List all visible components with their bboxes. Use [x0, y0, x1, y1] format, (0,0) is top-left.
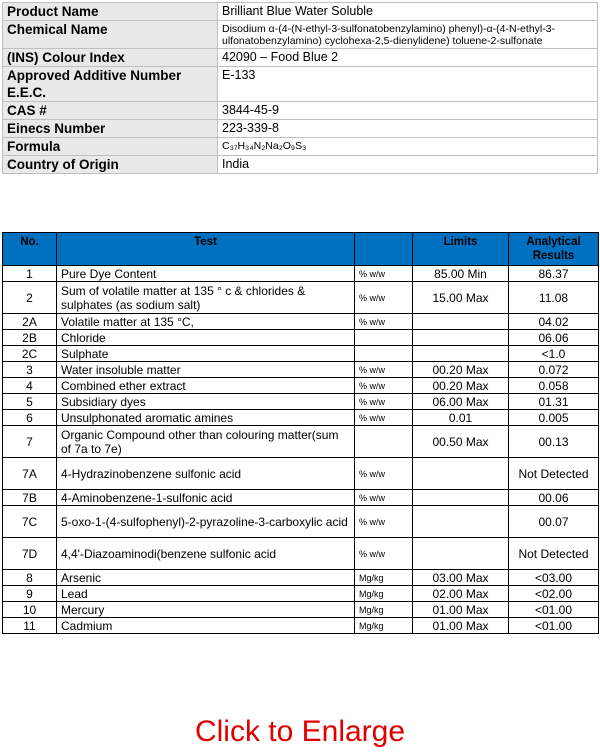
- info-value: E-133: [218, 67, 598, 102]
- row-unit: [355, 426, 413, 458]
- row-limit: 03.00 Max: [413, 570, 509, 586]
- row-test: Cadmium: [57, 618, 355, 634]
- info-label: (INS) Colour Index: [3, 49, 218, 67]
- row-result: Not Detected: [509, 538, 599, 570]
- row-test: Combined ether extract: [57, 378, 355, 394]
- row-limit: 15.00 Max: [413, 282, 509, 314]
- row-unit: Mg/kg: [355, 602, 413, 618]
- spec-row: [3, 586, 599, 602]
- row-test: Arsenic: [57, 570, 355, 586]
- spec-row: [3, 282, 599, 314]
- header-limits: Limits: [413, 233, 509, 266]
- info-row-chemical-name: [3, 21, 598, 49]
- row-test: Organic Compound other than colouring matter(sum of 7a to 7e): [57, 426, 355, 458]
- row-unit: % w/w: [355, 458, 413, 490]
- info-label: Formula: [3, 138, 218, 156]
- row-result: 06.06: [509, 330, 599, 346]
- row-limit: 02.00 Max: [413, 586, 509, 602]
- row-unit: % w/w: [355, 378, 413, 394]
- info-label: Einecs Number: [3, 120, 218, 138]
- row-number: 1: [3, 266, 57, 282]
- row-test: 4-Hydrazinobenzene sulfonic acid: [57, 458, 355, 490]
- spec-row: [3, 458, 599, 490]
- product-info-table: [2, 2, 598, 174]
- row-number: 4: [3, 378, 57, 394]
- row-result: 0.005: [509, 410, 599, 426]
- spec-row: [3, 426, 599, 458]
- row-limit: 00.20 Max: [413, 378, 509, 394]
- row-result: 00.06: [509, 490, 599, 506]
- spec-row: [3, 490, 599, 506]
- row-limit: 01.00 Max: [413, 602, 509, 618]
- row-limit: [413, 314, 509, 330]
- row-result: 86.37: [509, 266, 599, 282]
- info-label: Country of Origin: [3, 156, 218, 174]
- specification-table: [2, 232, 599, 634]
- info-label: Product Name: [3, 3, 218, 21]
- row-test: Unsulphonated aromatic amines: [57, 410, 355, 426]
- row-result: Not Detected: [509, 458, 599, 490]
- row-test: 5-oxo-1-(4-sulfophenyl)-2-pyrazoline-3-carboxylic acid: [57, 506, 355, 538]
- row-result: <02.00: [509, 586, 599, 602]
- info-row-formula: [3, 138, 598, 156]
- row-unit: % w/w: [355, 538, 413, 570]
- spec-row: [3, 266, 599, 282]
- row-unit: % w/w: [355, 410, 413, 426]
- header-test: Test: [57, 233, 355, 266]
- row-number: 10: [3, 602, 57, 618]
- row-test: 4,4'-Diazoaminodi(benzene sulfonic acid: [57, 538, 355, 570]
- row-unit: [355, 346, 413, 362]
- row-test: Mercury: [57, 602, 355, 618]
- row-test: Chloride: [57, 330, 355, 346]
- row-number: 11: [3, 618, 57, 634]
- info-value: India: [218, 156, 598, 174]
- spec-row: [3, 394, 599, 410]
- row-limit: [413, 458, 509, 490]
- info-value: Disodium α-(4-(N-ethyl-3-sulfonatobenzylamino) phenyl)-α-(4-N-ethyl-3-ulfonatobenzylamino) cyclohexa-2,5-dienylidene) toluene-2-sulfonate: [218, 21, 598, 49]
- row-limit: 0.01: [413, 410, 509, 426]
- row-result: 04.02: [509, 314, 599, 330]
- spec-row: [3, 314, 599, 330]
- spec-body: [3, 266, 599, 634]
- row-result: 00.13: [509, 426, 599, 458]
- row-test: Water insoluble matter: [57, 362, 355, 378]
- info-value: 42090 – Food Blue 2: [218, 49, 598, 67]
- spec-row: [3, 378, 599, 394]
- row-limit: 01.00 Max: [413, 618, 509, 634]
- info-value: 223-339-8: [218, 120, 598, 138]
- info-row-einecs: [3, 120, 598, 138]
- row-result: 0.072: [509, 362, 599, 378]
- spec-row: [3, 618, 599, 634]
- row-test: Volatile matter at 135 °C,: [57, 314, 355, 330]
- info-row-product-name: [3, 3, 598, 21]
- row-limit: [413, 490, 509, 506]
- row-unit: % w/w: [355, 362, 413, 378]
- row-result: 01.31: [509, 394, 599, 410]
- row-limit: [413, 506, 509, 538]
- row-unit: % w/w: [355, 490, 413, 506]
- row-test: Pure Dye Content: [57, 266, 355, 282]
- row-number: 5: [3, 394, 57, 410]
- header-results: Analytical Results: [509, 233, 599, 266]
- row-number: 2: [3, 282, 57, 314]
- row-limit: 00.20 Max: [413, 362, 509, 378]
- info-value: Brilliant Blue Water Soluble: [218, 3, 598, 21]
- row-result: <03.00: [509, 570, 599, 586]
- row-test: 4-Aminobenzene-1-sulfonic acid: [57, 490, 355, 506]
- info-row-cas: [3, 102, 598, 120]
- row-unit: Mg/kg: [355, 586, 413, 602]
- row-test: Subsidiary dyes: [57, 394, 355, 410]
- row-number: 9: [3, 586, 57, 602]
- row-number: 2C: [3, 346, 57, 362]
- info-row-colour-index: [3, 49, 598, 67]
- info-label: Approved Additive Number E.E.C.: [3, 67, 218, 102]
- spec-row: [3, 330, 599, 346]
- row-unit: % w/w: [355, 266, 413, 282]
- row-unit: Mg/kg: [355, 618, 413, 634]
- row-limit: 06.00 Max: [413, 394, 509, 410]
- spec-row: [3, 346, 599, 362]
- info-value: C₃₇H₃₄N₂Na₂O₉S₃: [218, 138, 598, 156]
- row-test: Lead: [57, 586, 355, 602]
- row-number: 8: [3, 570, 57, 586]
- row-result: <1.0: [509, 346, 599, 362]
- header-unit: [355, 233, 413, 266]
- info-row-country: [3, 156, 598, 174]
- row-unit: % w/w: [355, 394, 413, 410]
- row-number: 7: [3, 426, 57, 458]
- info-row-additive-number: [3, 67, 598, 102]
- row-unit: % w/w: [355, 282, 413, 314]
- spec-row: [3, 538, 599, 570]
- row-unit: % w/w: [355, 506, 413, 538]
- row-test: Sum of volatile matter at 135 ° c & chlorides & sulphates (as sodium salt): [57, 282, 355, 314]
- row-number: 2A: [3, 314, 57, 330]
- row-number: 7D: [3, 538, 57, 570]
- row-result: <01.00: [509, 602, 599, 618]
- row-unit: [355, 330, 413, 346]
- row-test: Sulphate: [57, 346, 355, 362]
- row-unit: Mg/kg: [355, 570, 413, 586]
- row-limit: 00.50 Max: [413, 426, 509, 458]
- spec-row: [3, 506, 599, 538]
- row-number: 7C: [3, 506, 57, 538]
- row-number: 2B: [3, 330, 57, 346]
- row-limit: [413, 346, 509, 362]
- spec-row: [3, 602, 599, 618]
- row-number: 7A: [3, 458, 57, 490]
- row-result: 11.08: [509, 282, 599, 314]
- info-value: 3844-45-9: [218, 102, 598, 120]
- row-limit: 85.00 Min: [413, 266, 509, 282]
- row-unit: % w/w: [355, 314, 413, 330]
- row-number: 7B: [3, 490, 57, 506]
- info-label: Chemical Name: [3, 21, 218, 49]
- header-no: No.: [3, 233, 57, 266]
- click-to-enlarge-link[interactable]: Click to Enlarge: [194, 715, 406, 748]
- spec-row: [3, 570, 599, 586]
- row-result: <01.00: [509, 618, 599, 634]
- row-result: 00.07: [509, 506, 599, 538]
- row-limit: [413, 538, 509, 570]
- row-number: 3: [3, 362, 57, 378]
- spec-row: [3, 410, 599, 426]
- row-limit: [413, 330, 509, 346]
- spec-header-row: [3, 233, 599, 266]
- row-result: 0.058: [509, 378, 599, 394]
- spec-row: [3, 362, 599, 378]
- row-number: 6: [3, 410, 57, 426]
- info-label: CAS #: [3, 102, 218, 120]
